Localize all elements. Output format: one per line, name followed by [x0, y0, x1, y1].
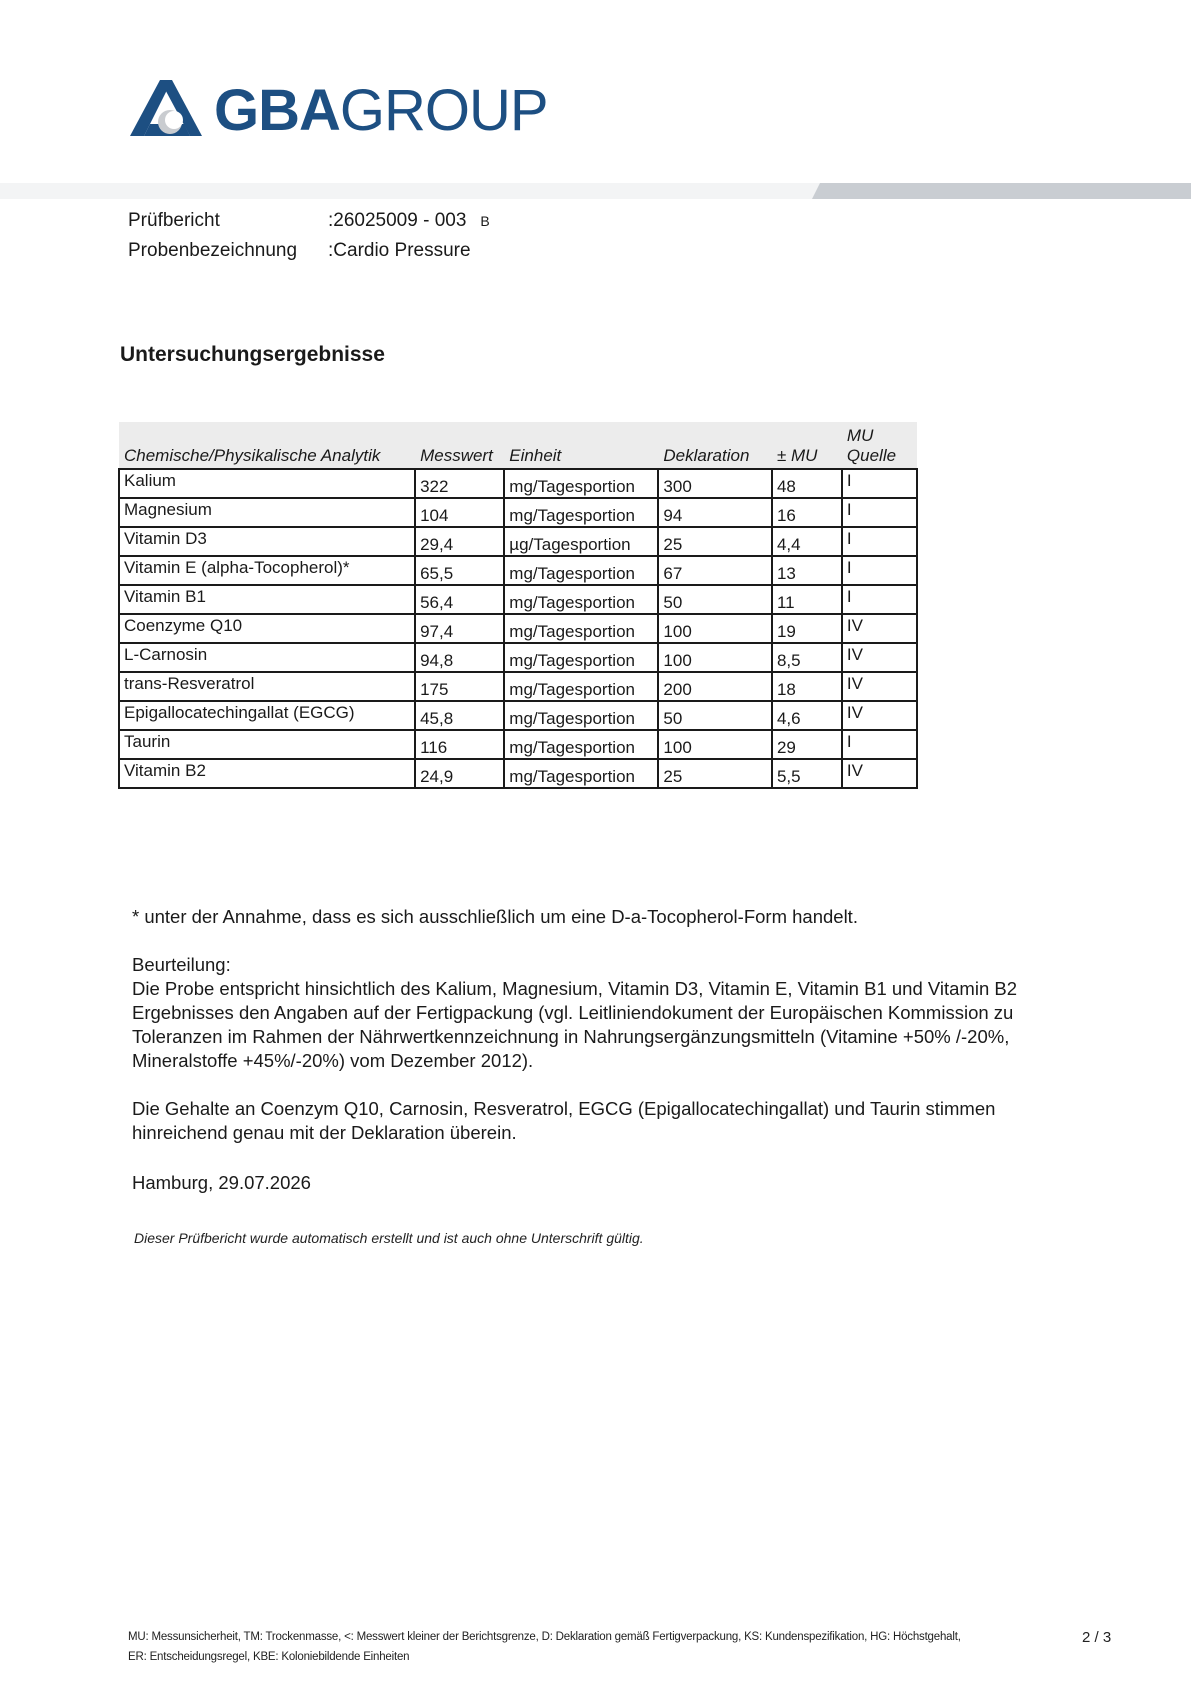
header-quelle-line1: MU [846, 426, 874, 445]
table-row [119, 614, 917, 643]
table-row [119, 730, 917, 759]
footer-abbreviations [128, 1627, 1028, 1667]
cell-deklaration: 300 [658, 469, 772, 498]
report-number-value [328, 206, 490, 236]
cell-messwert: 116 [415, 730, 504, 759]
assessment-line: Ergebnisses den Angaben auf der Fertigpackung (vgl. Leitliniendokument der Europäischen Kommission zu [132, 1002, 1014, 1023]
header-analytik: Chemische/Physikalische Analytik [119, 422, 415, 469]
cell-mu: 48 [772, 469, 842, 498]
cell-mu: 4,6 [772, 701, 842, 730]
cell-mu: 13 [772, 556, 842, 585]
cell-quelle: IV [842, 701, 917, 730]
table-row [119, 643, 917, 672]
cell-deklaration: 100 [658, 614, 772, 643]
cell-analyte: Vitamin B1 [119, 585, 415, 614]
cell-messwert: 175 [415, 672, 504, 701]
assessment-line: Toleranzen im Rahmen der Nährwertkennzeichnung in Nahrungsergänzungsmitteln (Vitamine +50% /-20%, [132, 1026, 1010, 1047]
cell-quelle: I [842, 498, 917, 527]
footer-abbreviations-line: ER: Entscheidungsregel, KBE: Koloniebildende Einheiten [128, 1651, 410, 1663]
cell-einheit: mg/Tagesportion [504, 556, 658, 585]
cell-mu: 11 [772, 585, 842, 614]
header-quelle [842, 422, 917, 469]
header-deklaration: Deklaration [658, 422, 772, 469]
cell-einheit: mg/Tagesportion [504, 759, 658, 788]
cell-analyte: trans-Resveratrol [119, 672, 415, 701]
cell-mu: 4,4 [772, 527, 842, 556]
cell-mu: 8,5 [772, 643, 842, 672]
cell-einheit: mg/Tagesportion [504, 672, 658, 701]
cell-messwert: 94,8 [415, 643, 504, 672]
cell-einheit: mg/Tagesportion [504, 614, 658, 643]
cell-einheit: mg/Tagesportion [504, 585, 658, 614]
cell-quelle: IV [842, 672, 917, 701]
cell-einheit: mg/Tagesportion [504, 469, 658, 498]
page-number: 2 / 3 [1082, 1629, 1112, 1646]
cell-quelle: IV [842, 614, 917, 643]
cell-analyte: Kalium [119, 469, 415, 498]
cell-quelle: I [842, 585, 917, 614]
cell-analyte: Vitamin E (alpha-Tocopherol)* [119, 556, 415, 585]
assessment-heading: Beurteilung: [132, 954, 231, 975]
cell-messwert: 45,8 [415, 701, 504, 730]
company-logo [130, 72, 560, 148]
cell-messwert: 65,5 [415, 556, 504, 585]
cell-messwert: 56,4 [415, 585, 504, 614]
table-row [119, 469, 917, 498]
cell-analyte: Epigallocatechingallat (EGCG) [119, 701, 415, 730]
report-number-suffix: B [480, 213, 490, 229]
auto-generated-note: Dieser Prüfbericht wurde automatisch erstellt und ist auch ohne Unterschrift gültig. [134, 1230, 644, 1246]
table-row [119, 527, 917, 556]
cell-deklaration: 50 [658, 701, 772, 730]
cell-einheit: mg/Tagesportion [504, 701, 658, 730]
table-row [119, 672, 917, 701]
header-band [0, 183, 1191, 199]
wordmark-bold: GBA [214, 78, 340, 143]
cell-mu: 29 [772, 730, 842, 759]
cell-quelle: IV [842, 643, 917, 672]
cell-messwert: 97,4 [415, 614, 504, 643]
footnote: * unter der Annahme, dass es sich ausschließlich um eine D-a-Tocopherol-Form handelt. [132, 906, 858, 927]
cell-quelle: I [842, 527, 917, 556]
place-date: Hamburg, 29.07.2026 [132, 1172, 311, 1193]
cell-quelle: I [842, 469, 917, 498]
cell-messwert: 24,9 [415, 759, 504, 788]
header-mu: ± MU [772, 422, 842, 469]
cell-mu: 19 [772, 614, 842, 643]
cell-deklaration: 94 [658, 498, 772, 527]
cell-mu: 18 [772, 672, 842, 701]
content-line: Die Gehalte an Coenzym Q10, Carnosin, Resveratrol, EGCG (Epigallocatechingallat) und Taurin stimmen [132, 1098, 996, 1119]
header-quelle-line2: Quelle [846, 446, 897, 465]
table-row [119, 759, 917, 788]
cell-analyte: Magnesium [119, 498, 415, 527]
cell-deklaration: 100 [658, 643, 772, 672]
cell-messwert: 29,4 [415, 527, 504, 556]
section-title: Untersuchungsergebnisse [120, 343, 385, 366]
cell-analyte: Coenzyme Q10 [119, 614, 415, 643]
report-notes [132, 905, 1092, 1195]
cell-deklaration: 50 [658, 585, 772, 614]
cell-deklaration: 100 [658, 730, 772, 759]
cell-einheit: mg/Tagesportion [504, 643, 658, 672]
table-row [119, 585, 917, 614]
header-einheit: Einheit [504, 422, 658, 469]
cell-deklaration: 67 [658, 556, 772, 585]
report-number-label: Prüfbericht [128, 210, 220, 231]
company-wordmark [214, 78, 548, 144]
results-table [118, 422, 918, 789]
footer-abbreviations-line: MU: Messunsicherheit, TM: Trockenmasse, <: Messwert kleiner der Berichtsgrenze, D: Deklaration gemäß Fertigverpackung, KS: Kundenspezifikation, HG: Höchstgehalt, [128, 1631, 961, 1643]
cell-analyte: Vitamin D3 [119, 527, 415, 556]
cell-deklaration: 200 [658, 672, 772, 701]
cell-messwert: 104 [415, 498, 504, 527]
cell-deklaration: 25 [658, 759, 772, 788]
table-row [119, 498, 917, 527]
cell-einheit: µg/Tagesportion [504, 527, 658, 556]
cell-mu: 16 [772, 498, 842, 527]
cell-deklaration: 25 [658, 527, 772, 556]
assessment-line: Mineralstoffe +45%/-20%) vom Dezember 2012). [132, 1050, 534, 1071]
assessment-line: Die Probe entspricht hinsichtlich des Kalium, Magnesium, Vitamin D3, Vitamin E, Vitamin B1 und Vitamin B2 [132, 978, 1018, 999]
table-row [119, 556, 917, 585]
table-row [119, 701, 917, 730]
sample-name-label: Probenbezeichnung [128, 240, 298, 261]
results-body [119, 469, 917, 788]
cell-einheit: mg/Tagesportion [504, 730, 658, 759]
cell-einheit: mg/Tagesportion [504, 498, 658, 527]
cell-quelle: IV [842, 759, 917, 788]
cell-messwert: 322 [415, 469, 504, 498]
table-header-row [119, 422, 917, 469]
cell-analyte: Vitamin B2 [119, 759, 415, 788]
wordmark-regular: GROUP [339, 78, 548, 143]
report-number: :26025009 - 003 [328, 210, 467, 231]
cell-quelle: I [842, 556, 917, 585]
cell-analyte: L-Carnosin [119, 643, 415, 672]
gba-triangle-logo-icon [130, 78, 202, 138]
cell-analyte: Taurin [119, 730, 415, 759]
sample-name-value: :Cardio Pressure [328, 240, 471, 261]
content-line: hinreichend genau mit der Deklaration überein. [132, 1122, 517, 1143]
cell-quelle: I [842, 730, 917, 759]
cell-mu: 5,5 [772, 759, 842, 788]
header-messwert: Messwert [415, 422, 504, 469]
